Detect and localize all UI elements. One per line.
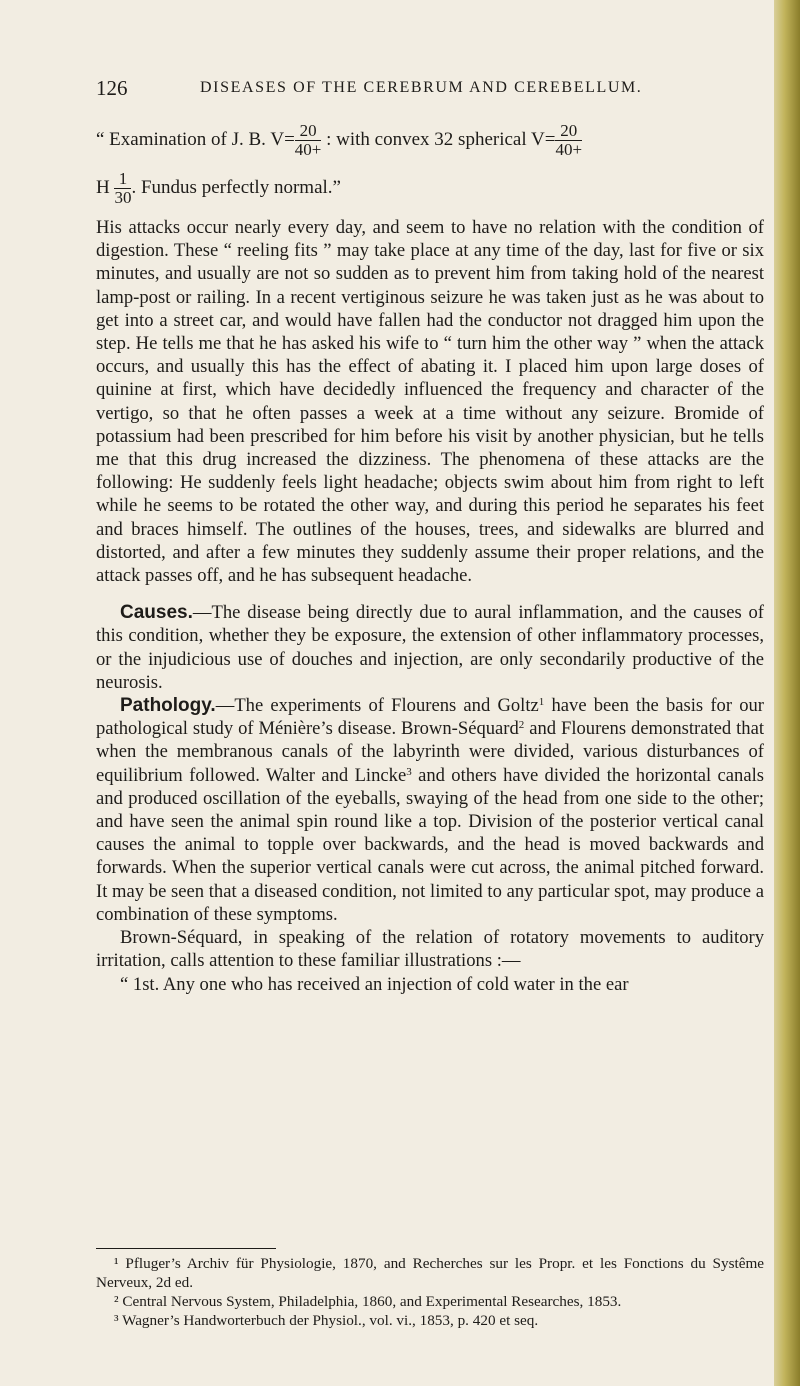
v2-fraction xyxy=(555,122,582,159)
footnotes xyxy=(96,1254,764,1330)
fundus-text: . Fundus perfectly normal.” xyxy=(131,176,341,198)
h-label: H xyxy=(96,176,110,198)
heading-pathology: Pathology. xyxy=(120,695,216,717)
paragraph-pathology xyxy=(96,694,764,926)
v1-numerator: 20 xyxy=(299,121,317,140)
footnote-3: ³ Wagner’s Handworterbuch der Physiol., vol. vi., 1853, p. 420 et seq. xyxy=(114,1312,539,1329)
v2-numerator: 20 xyxy=(560,121,578,140)
v1-denominator: 40+ xyxy=(294,140,322,159)
h-fraction xyxy=(114,170,131,207)
v1-fraction xyxy=(295,122,322,159)
examination-line xyxy=(96,122,764,159)
footnote-rule xyxy=(96,1248,276,1249)
h-numerator: 1 xyxy=(118,169,128,188)
page-number: 126 xyxy=(96,76,128,100)
paragraph-brown-sequard: Brown-Séquard, in speaking of the relation of rotatory movements to auditory irritation, calls attention to these familiar illustrations :— xyxy=(96,927,764,972)
pathology-text-c: and Flourens demonstrated that when the membranous canals of the labyrinth were divided, various disturbances of equilibrium followed. Walter and Lincke xyxy=(96,718,764,786)
footnote-1: ¹ Pfluger’s Archiv für Physiologie, 1870, and Recherches sur les Propr. et les Fonctions du Systême Nerveux, 2d ed. xyxy=(96,1255,764,1291)
body-text xyxy=(96,216,764,996)
h-denominator: 30 xyxy=(114,188,132,207)
book-page xyxy=(96,0,764,1386)
exam-middle: : with convex 32 spherical V= xyxy=(326,128,556,150)
v2-denominator: 40+ xyxy=(555,140,583,159)
paragraph-causes xyxy=(96,601,764,694)
paragraph-attacks: His attacks occur nearly every day, and seem to have no relation with the condition of digestion. These “ reeling fits ” may take place at any time of the day, last for five or six minutes, and usually are not so sudden as to prevent him from taking hold of the nearest lamp-post or railing. In a recent vertiginous seizure he was taken just as he was about to get into a street car, and would have fallen had the conductor not dragged him upon the step. He tells me that he has asked his wife to “ turn him the other way ” when the attack occurs, and usually this has the effect of abating it. I placed him upon large doses of quinine at first, which have decidedly influenced the frequency and character of the vertigo, so that he often passes a week at a time without any seizure. Bromide of potassium had been prescribed for him before his visit by another physician, but he tells me that this drug increased the dizziness. The phenomena of these attacks are the following: He suddenly feels light headache; objects swim about him from right to left while he seems to be rotated the other way, and during this period he separates his feet and braces himself. The outlines of the houses, trees, and sidewalks are blurred and distorted, and after a few minutes they suddenly assume their proper relations, and the attack passes off, and he has subsequent headache. xyxy=(96,217,764,587)
pathology-text-d: and others have divided the horizontal canals and produced oscillation of the eyeballs, swaying of the head from one side to the other; and have seen the animal spin round like a top. Division of the posterior vertical canal causes the animal to topple over backwards, and the head is moved backwards and forwards. When the superior vertical canals were cut across, the animal pitched forward. It may be seen that a diseased condition, not limited to any particular spot, may produce a combination of these symptoms. xyxy=(96,764,764,925)
causes-text: —The disease being directly due to aural inflammation, and the causes of this condition, whether they be exposure, the extension of other inflammatory processes, or the injudicious use of douches and injection, are only secondarily productive of the neurosis. xyxy=(96,602,764,693)
footnote-ref-2: 2 xyxy=(518,719,525,732)
v1-label: V= xyxy=(270,128,295,150)
pathology-text-b: have been the basis for our pathological study of Ménière’s disease. Brown-Séquard xyxy=(96,695,764,740)
exam-prefix: “ Examination of J. B. xyxy=(96,128,266,150)
footnote-ref-3: 3 xyxy=(406,765,412,778)
paragraph-first-illustration: “ 1st. Any one who has received an injection of cold water in the ear xyxy=(120,973,629,995)
heading-causes: Causes. xyxy=(120,602,193,624)
pathology-text-a: —The experiments of Flourens and Goltz xyxy=(215,695,539,717)
page-edge-strip xyxy=(774,0,800,1386)
footnote-2: ² Central Nervous System, Philadelphia, 1860, and Experimental Researches, 1853. xyxy=(114,1293,622,1310)
fundus-line xyxy=(96,170,764,207)
footnote-ref-1: 1 xyxy=(538,696,545,709)
running-title: DISEASES OF THE CEREBRUM AND CEREBELLUM. xyxy=(200,79,643,96)
